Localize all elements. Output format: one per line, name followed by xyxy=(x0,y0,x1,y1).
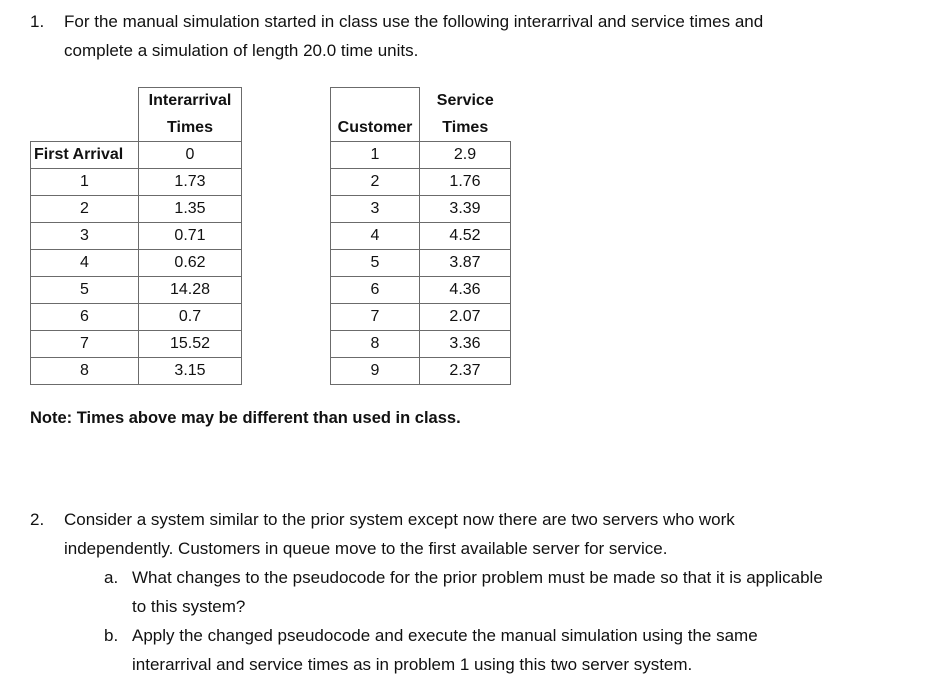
table-row xyxy=(331,277,511,304)
service-header-row-2 xyxy=(331,115,511,142)
first-arrival-label: First Arrival xyxy=(31,142,139,169)
table-row xyxy=(31,196,242,223)
table-row xyxy=(331,196,511,223)
row-index: 3 xyxy=(31,223,139,250)
interarrival-time: 0.7 xyxy=(139,304,242,331)
interarrival-time: 1.73 xyxy=(139,169,242,196)
question-2b-label: b. xyxy=(104,626,119,645)
service-time: 4.52 xyxy=(420,223,511,250)
service-header-2: Times xyxy=(442,118,489,136)
interarrival-time: 0.71 xyxy=(139,223,242,250)
interarrival-times-table xyxy=(30,87,242,385)
blank-header-cell xyxy=(31,88,139,115)
row-index: 6 xyxy=(31,304,139,331)
customer-number: 2 xyxy=(331,169,420,196)
row-index: 4 xyxy=(31,250,139,277)
table-row xyxy=(331,250,511,277)
interarrival-time: 1.35 xyxy=(139,196,242,223)
question-2-number: 2. xyxy=(30,510,45,529)
interarrival-header-1: Interarrival xyxy=(139,88,242,115)
table-row xyxy=(31,277,242,304)
table-row xyxy=(331,223,511,250)
service-header-1: Service xyxy=(436,92,494,109)
table-row xyxy=(31,142,242,169)
table-row xyxy=(331,304,511,331)
question-2a-line-1: What changes to the pseudocode for the prior problem must be made so that it is applicable xyxy=(132,568,823,587)
interarrival-header-row-1 xyxy=(31,88,242,115)
question-2b-line-2: interarrival and service times as in problem 1 using this two server system. xyxy=(132,655,693,674)
customer-number: 4 xyxy=(331,223,420,250)
interarrival-time: 15.52 xyxy=(139,331,242,358)
table-row xyxy=(331,358,511,385)
table-row xyxy=(31,223,242,250)
question-2-line-2: independently. Customers in queue move to the first available server for service. xyxy=(64,539,668,558)
question-2a-label: a. xyxy=(104,568,119,587)
row-index: 7 xyxy=(31,331,139,358)
question-1-line-1: For the manual simulation started in class use the following interarrival and service times and xyxy=(64,12,764,31)
interarrival-time: 14.28 xyxy=(139,277,242,304)
question-1-line-2: complete a simulation of length 20.0 time units. xyxy=(64,41,419,60)
service-times-table xyxy=(330,87,511,385)
service-time: 2.37 xyxy=(420,358,511,385)
service-time: 4.36 xyxy=(420,277,511,304)
table-row xyxy=(31,304,242,331)
service-header-row-1 xyxy=(331,88,511,115)
question-2b-line-1: Apply the changed pseudocode and execute the manual simulation using the same xyxy=(132,626,758,645)
row-index: 5 xyxy=(31,277,139,304)
interarrival-time: 3.15 xyxy=(139,358,242,385)
customer-number: 1 xyxy=(331,142,420,169)
first-arrival-value: 0 xyxy=(139,142,242,169)
customer-number: 8 xyxy=(331,331,420,358)
table-row xyxy=(31,169,242,196)
customer-header: Customer xyxy=(331,115,420,142)
service-time: 2.9 xyxy=(420,142,511,169)
row-index: 1 xyxy=(31,169,139,196)
question-2a-line-2: to this system? xyxy=(132,597,246,616)
interarrival-header-2: Times xyxy=(139,115,242,142)
table-row xyxy=(31,331,242,358)
customer-header-top xyxy=(331,88,420,115)
interarrival-time: 0.62 xyxy=(139,250,242,277)
customer-number: 7 xyxy=(331,304,420,331)
service-time: 3.87 xyxy=(420,250,511,277)
table-row xyxy=(31,358,242,385)
question-2a-text xyxy=(132,563,823,621)
table-row xyxy=(331,169,511,196)
service-time: 1.76 xyxy=(420,169,511,196)
row-index: 8 xyxy=(31,358,139,385)
question-2-line-1: Consider a system similar to the prior system except now there are two servers who work xyxy=(64,510,735,529)
service-time: 3.39 xyxy=(420,196,511,223)
table-row xyxy=(31,250,242,277)
row-index: 2 xyxy=(31,196,139,223)
customer-number: 5 xyxy=(331,250,420,277)
blank-header-cell xyxy=(31,115,139,142)
service-time: 2.07 xyxy=(420,304,511,331)
times-note: Note: Times above may be different than used in class. xyxy=(30,409,461,427)
interarrival-header-row-2 xyxy=(31,115,242,142)
table-row xyxy=(331,142,511,169)
service-time: 3.36 xyxy=(420,331,511,358)
customer-number: 3 xyxy=(331,196,420,223)
customer-number: 9 xyxy=(331,358,420,385)
question-1-number: 1. xyxy=(30,12,45,31)
question-2-text xyxy=(64,505,735,563)
table-row xyxy=(331,331,511,358)
question-1-text xyxy=(64,7,763,65)
customer-number: 6 xyxy=(331,277,420,304)
question-2b-text xyxy=(132,621,758,679)
